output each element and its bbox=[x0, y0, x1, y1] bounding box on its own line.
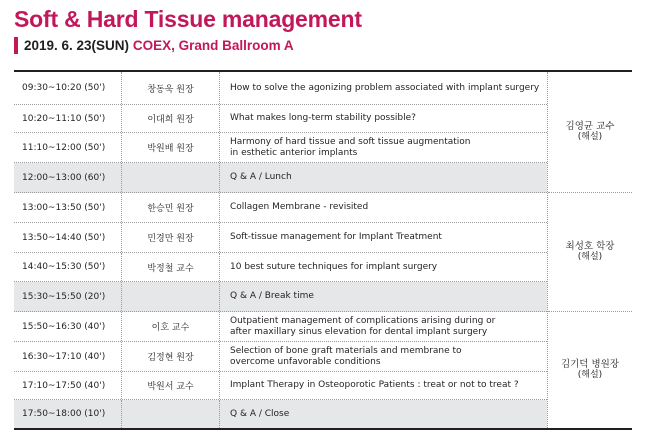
moderator-cell bbox=[548, 193, 632, 312]
session-topic bbox=[220, 400, 547, 428]
session-topic bbox=[220, 105, 547, 132]
table-row bbox=[14, 312, 547, 342]
event-date: 2019. 6. 23(SUN) bbox=[24, 38, 130, 53]
table-row bbox=[14, 163, 547, 193]
table-row bbox=[14, 193, 547, 223]
session-speaker: 박원배 원장 bbox=[122, 133, 220, 162]
table-row bbox=[14, 72, 547, 105]
moderator-cell bbox=[548, 312, 632, 428]
session-topic bbox=[220, 163, 547, 192]
topic-text: 10 best suture techniques for implant surgery bbox=[230, 261, 438, 272]
topic-text: Q & A / Break time bbox=[230, 291, 314, 301]
topic-text: Implant Therapy in Osteoporotic Patients : treat or not to treat ? bbox=[230, 380, 519, 390]
table-row bbox=[14, 342, 547, 372]
session-time: 15:30~15:50 (20') bbox=[14, 282, 122, 311]
moderator-role: (해설) bbox=[577, 252, 603, 262]
session-speaker bbox=[122, 163, 220, 192]
topic-text: Selection of bone graft materials and membrane to overcome unfavorable conditions bbox=[230, 345, 462, 367]
topic-text: Q & A / Close bbox=[230, 408, 290, 419]
session-topic bbox=[220, 312, 547, 341]
table-row bbox=[14, 282, 547, 312]
session-topic bbox=[220, 193, 547, 222]
topic-text: How to solve the agonizing problem associated with implant surgery bbox=[230, 82, 540, 93]
session-time: 12:00~13:00 (60') bbox=[14, 163, 122, 192]
table-row bbox=[14, 223, 547, 253]
topic-text: What makes long-term stability possible? bbox=[230, 113, 416, 123]
table-row bbox=[14, 400, 547, 428]
moderator-column bbox=[547, 72, 632, 428]
topic-text: Harmony of hard tissue and soft tissue augmentation in esthetic anterior implants bbox=[230, 136, 471, 158]
table-row bbox=[14, 372, 547, 400]
topic-text: Collagen Membrane - revisited bbox=[230, 202, 369, 212]
session-time: 17:10~17:50 (40') bbox=[14, 372, 122, 399]
moderator-role: (해설) bbox=[577, 370, 603, 380]
session-topic bbox=[220, 223, 547, 252]
moderator-cell bbox=[548, 72, 632, 193]
moderator-role: (해설) bbox=[577, 132, 603, 142]
session-time: 15:50~16:30 (40') bbox=[14, 312, 122, 341]
session-topic bbox=[220, 253, 547, 281]
session-time: 13:50~14:40 (50') bbox=[14, 223, 122, 252]
page-title: Soft & Hard Tissue management bbox=[14, 6, 362, 32]
session-topic bbox=[220, 282, 547, 311]
session-time: 10:20~11:10 (50') bbox=[14, 105, 122, 132]
schedule-table bbox=[14, 70, 632, 430]
session-speaker: 한승민 원장 bbox=[122, 193, 220, 222]
session-speaker bbox=[122, 400, 220, 428]
moderator-name: 최성호 학장 bbox=[565, 241, 615, 252]
session-speaker: 김정현 원장 bbox=[122, 342, 220, 371]
topic-text: Q & A / Lunch bbox=[230, 172, 292, 182]
table-row bbox=[14, 253, 547, 282]
event-info bbox=[14, 37, 294, 54]
session-speaker: 이대희 원장 bbox=[122, 105, 220, 132]
session-time: 16:30~17:10 (40') bbox=[14, 342, 122, 371]
session-time: 13:00~13:50 (50') bbox=[14, 193, 122, 222]
session-speaker: 박정철 교수 bbox=[122, 253, 220, 281]
session-topic bbox=[220, 72, 547, 104]
session-topic bbox=[220, 372, 547, 399]
moderator-name: 김기덕 병원장 bbox=[560, 359, 620, 370]
moderator-name: 김영균 교수 bbox=[565, 121, 615, 132]
table-row bbox=[14, 105, 547, 133]
table-row bbox=[14, 133, 547, 163]
session-speaker: 박원서 교수 bbox=[122, 372, 220, 399]
session-speaker bbox=[122, 282, 220, 311]
session-topic bbox=[220, 342, 547, 371]
topic-text: Outpatient management of complications arising during or after maxillary sinus elevation for dental implant surgery bbox=[230, 315, 496, 337]
session-time: 17:50~18:00 (10') bbox=[14, 400, 122, 428]
session-time: 11:10~12:00 (50') bbox=[14, 133, 122, 162]
session-speaker: 민경만 원장 bbox=[122, 223, 220, 252]
session-topic bbox=[220, 133, 547, 162]
session-time: 09:30~10:20 (50') bbox=[14, 72, 122, 104]
session-time: 14:40~15:30 (50') bbox=[14, 253, 122, 281]
topic-text: Soft-tissue management for Implant Treatment bbox=[230, 232, 442, 242]
session-speaker: 이호 교수 bbox=[122, 312, 220, 341]
event-venue: COEX, Grand Ballroom A bbox=[132, 38, 294, 53]
session-speaker: 창동욱 원장 bbox=[122, 72, 220, 104]
